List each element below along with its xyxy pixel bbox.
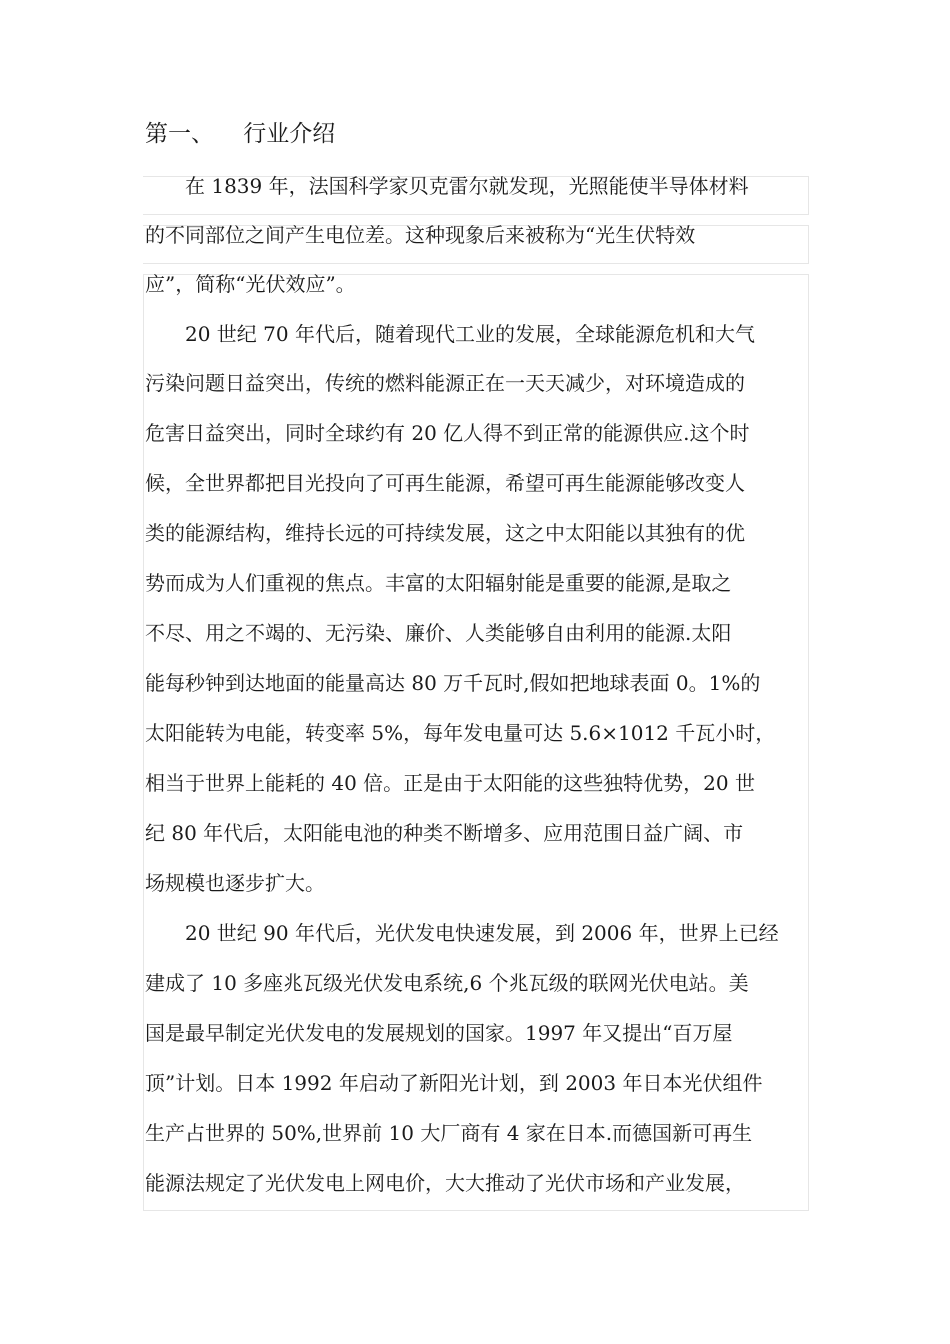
text-line: 不尽、用之不竭的、无污染、廉价、人类能够自由利用的能源.太阳 xyxy=(145,621,732,645)
text-line: 在 1839 年，法国科学家贝克雷尔就发现，光照能使半导体材料 xyxy=(145,174,749,198)
text-line: 危害日益突出，同时全球约有 20 亿人得不到正常的能源供应.这个时 xyxy=(145,421,750,445)
text-line: 场规模也逐步扩大。 xyxy=(145,871,325,895)
text-line: 20 世纪 90 年代后，光伏发电快速发展，到 2006 年，世界上已经 xyxy=(145,921,779,945)
text-line: 能每秒钟到达地面的能量高达 80 万千瓦时,假如把地球表面 0。1%的 xyxy=(145,671,761,695)
text-line: 建成了 10 多座兆瓦级光伏发电系统,6 个兆瓦级的联网光伏电站。美 xyxy=(145,971,749,995)
text-line: 污染问题日益突出，传统的燃料能源正在一天天减少，对环境造成的 xyxy=(145,371,745,395)
text-line: 候，全世界都把目光投向了可再生能源，希望可再生能源能够改变人 xyxy=(145,471,745,495)
text-line: 能源法规定了光伏发电上网电价，大大推动了光伏市场和产业发展， xyxy=(145,1171,745,1195)
text-line: 国是最早制定光伏发电的发展规划的国家。1997 年又提出“百万屋 xyxy=(145,1021,733,1045)
text-line: 纪 80 年代后，太阳能电池的种类不断增多、应用范围日益广阔、市 xyxy=(145,821,744,845)
text-line: 类的能源结构，维持长远的可持续发展，这之中太阳能以其独有的优 xyxy=(145,521,745,545)
text-line: 相当于世界上能耗的 40 倍。正是由于太阳能的这些独特优势，20 世 xyxy=(145,771,755,795)
text-line: 势而成为人们重视的焦点。丰富的太阳辐射能是重要的能源,是取之 xyxy=(145,571,732,595)
section-heading: 第一、 行业介绍 xyxy=(145,121,336,147)
text-line: 的不同部位之间产生电位差。这种现象后来被称为“光生伏特效 xyxy=(145,223,696,247)
text-line: 20 世纪 70 年代后，随着现代工业的发展，全球能源危机和大气 xyxy=(145,322,755,346)
text-line: 生产占世界的 50%,世界前 10 大厂商有 4 家在日本.而德国新可再生 xyxy=(145,1121,753,1145)
text-line: 应”，简称“光伏效应”。 xyxy=(145,272,356,296)
text-line: 太阳能转为电能，转变率 5%，每年发电量可达 5.6×1012 千瓦小时， xyxy=(145,721,776,745)
text-line: 顶”计划。日本 1992 年启动了新阳光计划，到 2003 年日本光伏组件 xyxy=(145,1071,763,1095)
